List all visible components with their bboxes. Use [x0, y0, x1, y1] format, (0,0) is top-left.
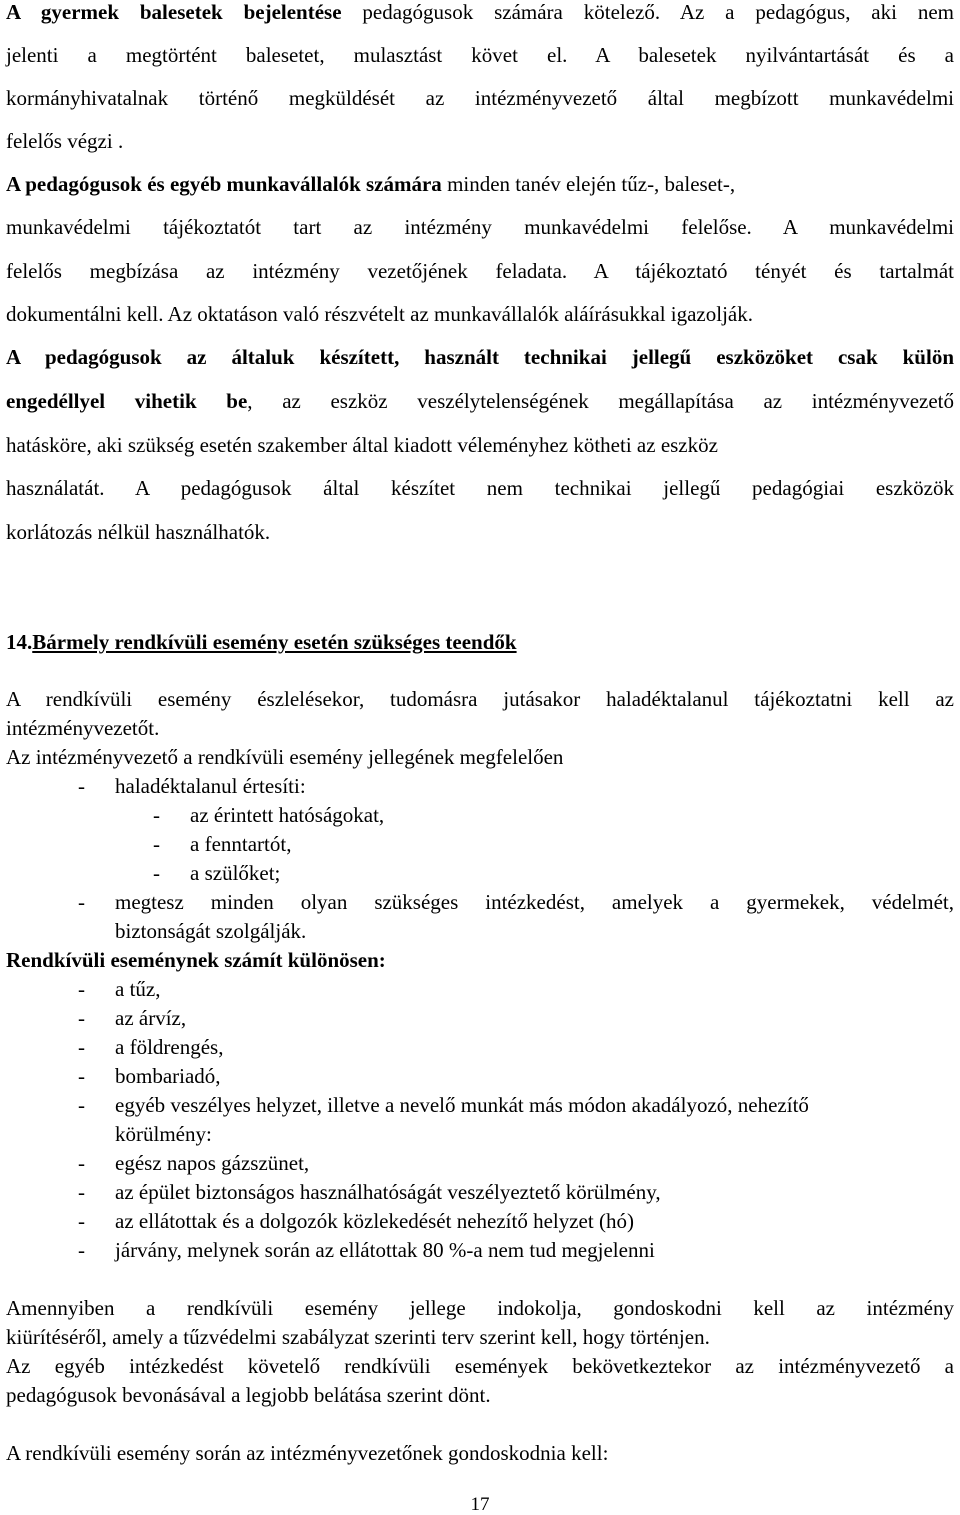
- para5-sub3: a szülőket;: [190, 861, 281, 885]
- list-dash: -: [78, 1209, 85, 1233]
- para6-line4: pedagógusok bevonásával a legjobb belátása szerint dönt.: [6, 1383, 491, 1407]
- para6-line1: Amennyiben a rendkívüli esemény jellege indokolja, gondoskodni kell az intézmény: [6, 1296, 954, 1320]
- para3-line1: A pedagógusok az általuk készített, használt technikai jellegű eszközöket csak külön: [6, 345, 954, 369]
- para5-sub1: az érintett hatóságokat,: [190, 803, 385, 827]
- list-dash: -: [78, 890, 85, 914]
- para5-item1: haladéktalanul értesíti:: [115, 774, 306, 798]
- event-item: az árvíz,: [115, 1006, 187, 1030]
- para4-line1: A rendkívüli esemény észlelésekor, tudomásra jutásakor haladéktalanul tájékoztatni kell az: [6, 687, 954, 711]
- para5-sub2: a fenntartót,: [190, 832, 292, 856]
- section-heading: [6, 632, 517, 653]
- list-dash: -: [78, 977, 85, 1001]
- para2-line1-text: minden tanév elején tűz-, baleset-,: [441, 172, 736, 196]
- list-dash: -: [78, 1180, 85, 1204]
- list-dash: -: [153, 861, 160, 885]
- para5-item2-line2: biztonságát szolgálják.: [115, 919, 307, 943]
- list-dash: -: [78, 1238, 85, 1262]
- event-item: az épület biztonságos használhatóságát veszélyeztető körülmény,: [115, 1180, 661, 1204]
- para2-line2: munkavédelmi tájékoztatót tart az intézmény munkavédelmi felelőse. A munkavédelmi: [6, 215, 954, 239]
- event-item-continuation: körülmény:: [115, 1122, 212, 1146]
- para3-line2-text: , az eszköz veszélytelenségének megállapítása az intézményvezető: [247, 389, 954, 413]
- para2-line4: dokumentálni kell. Az oktatáson való részvételt az munkavállalók aláírásukkal igazolják.: [6, 302, 753, 326]
- para5-item2-line1: megtesz minden olyan szükséges intézkedést, amelyek a gyermekek, védelmét,: [115, 890, 954, 914]
- event-item: a földrengés,: [115, 1035, 224, 1059]
- event-item: a tűz,: [115, 977, 161, 1001]
- para3-line2: [6, 391, 954, 412]
- para3-line4: használatát. A pedagógusok által készítet nem technikai jellegű pedagógiai eszközök: [6, 476, 954, 500]
- para2-line1: [6, 174, 735, 195]
- list-dash: -: [78, 1006, 85, 1030]
- list-dash: -: [78, 1093, 85, 1117]
- para3-bold: engedéllyel vihetik be: [6, 389, 248, 413]
- para5-intro: Az intézményvezető a rendkívüli esemény jellegének megfelelően: [6, 745, 564, 769]
- event-item: egész napos gázszünet,: [115, 1151, 310, 1175]
- para6-line3: Az egyéb intézkedést követelő rendkívüli események bekövetkeztekor az intézményvezető a: [6, 1354, 954, 1378]
- para6-line2: kiürítéséről, amely a tűzvédelmi szabályzat szerinti terv szerint kell, hogy történjen.: [6, 1325, 710, 1349]
- event-item: egyéb veszélyes helyzet, illetve a nevelő munkát más módon akadályozó, nehezítő: [115, 1093, 809, 1117]
- para1-line4: felelős végzi .: [6, 129, 124, 153]
- page-number: 17: [470, 1494, 490, 1515]
- event-item: az ellátottak és a dolgozók közlekedését nehezítő helyzet (hó): [115, 1209, 634, 1233]
- event-item: bombariadó,: [115, 1064, 221, 1088]
- list-dash: -: [78, 774, 85, 798]
- list-dash: -: [78, 1064, 85, 1088]
- para3-line5: korlátozás nélkül használhatók.: [6, 520, 271, 544]
- list-dash: -: [78, 1035, 85, 1059]
- list-dash: -: [78, 1151, 85, 1175]
- para1-line2: jelenti a megtörtént balesetet, mulasztást követ el. A balesetek nyilvántartását és a: [6, 43, 954, 67]
- event-item: járvány, melynek során az ellátottak 80 %-a nem tud megjelenni: [115, 1238, 655, 1262]
- section-title: Bármely rendkívüli esemény esetén szükséges teendők: [32, 630, 517, 654]
- para1-line1: [6, 2, 954, 23]
- para1-line1-text: pedagógusok számára kötelező. Az a pedagógus, aki nem: [341, 0, 954, 24]
- para1-bold: A gyermek balesetek bejelentése: [6, 0, 342, 24]
- para2-line3: felelős megbízása az intézmény vezetőjének feladata. A tájékoztató tényét és tartalmát: [6, 259, 954, 283]
- para2-bold: A pedagógusok és egyéb munkavállalók számára: [6, 172, 442, 196]
- list-dash: -: [153, 803, 160, 827]
- para4-line2: intézményvezetőt.: [6, 716, 160, 740]
- list-dash: -: [153, 832, 160, 856]
- para1-line3: kormányhivatalnak történő megküldését az intézményvezető által megbízott munkavédelmi: [6, 86, 954, 110]
- para7: A rendkívüli esemény során az intézményvezetőnek gondoskodnia kell:: [6, 1441, 609, 1465]
- list-heading: Rendkívüli eseménynek számít különösen:: [6, 948, 386, 972]
- section-number: 14.: [6, 630, 33, 654]
- para3-line3: hatásköre, aki szükség esetén szakember által kiadott véleményhez kötheti az eszköz: [6, 433, 718, 457]
